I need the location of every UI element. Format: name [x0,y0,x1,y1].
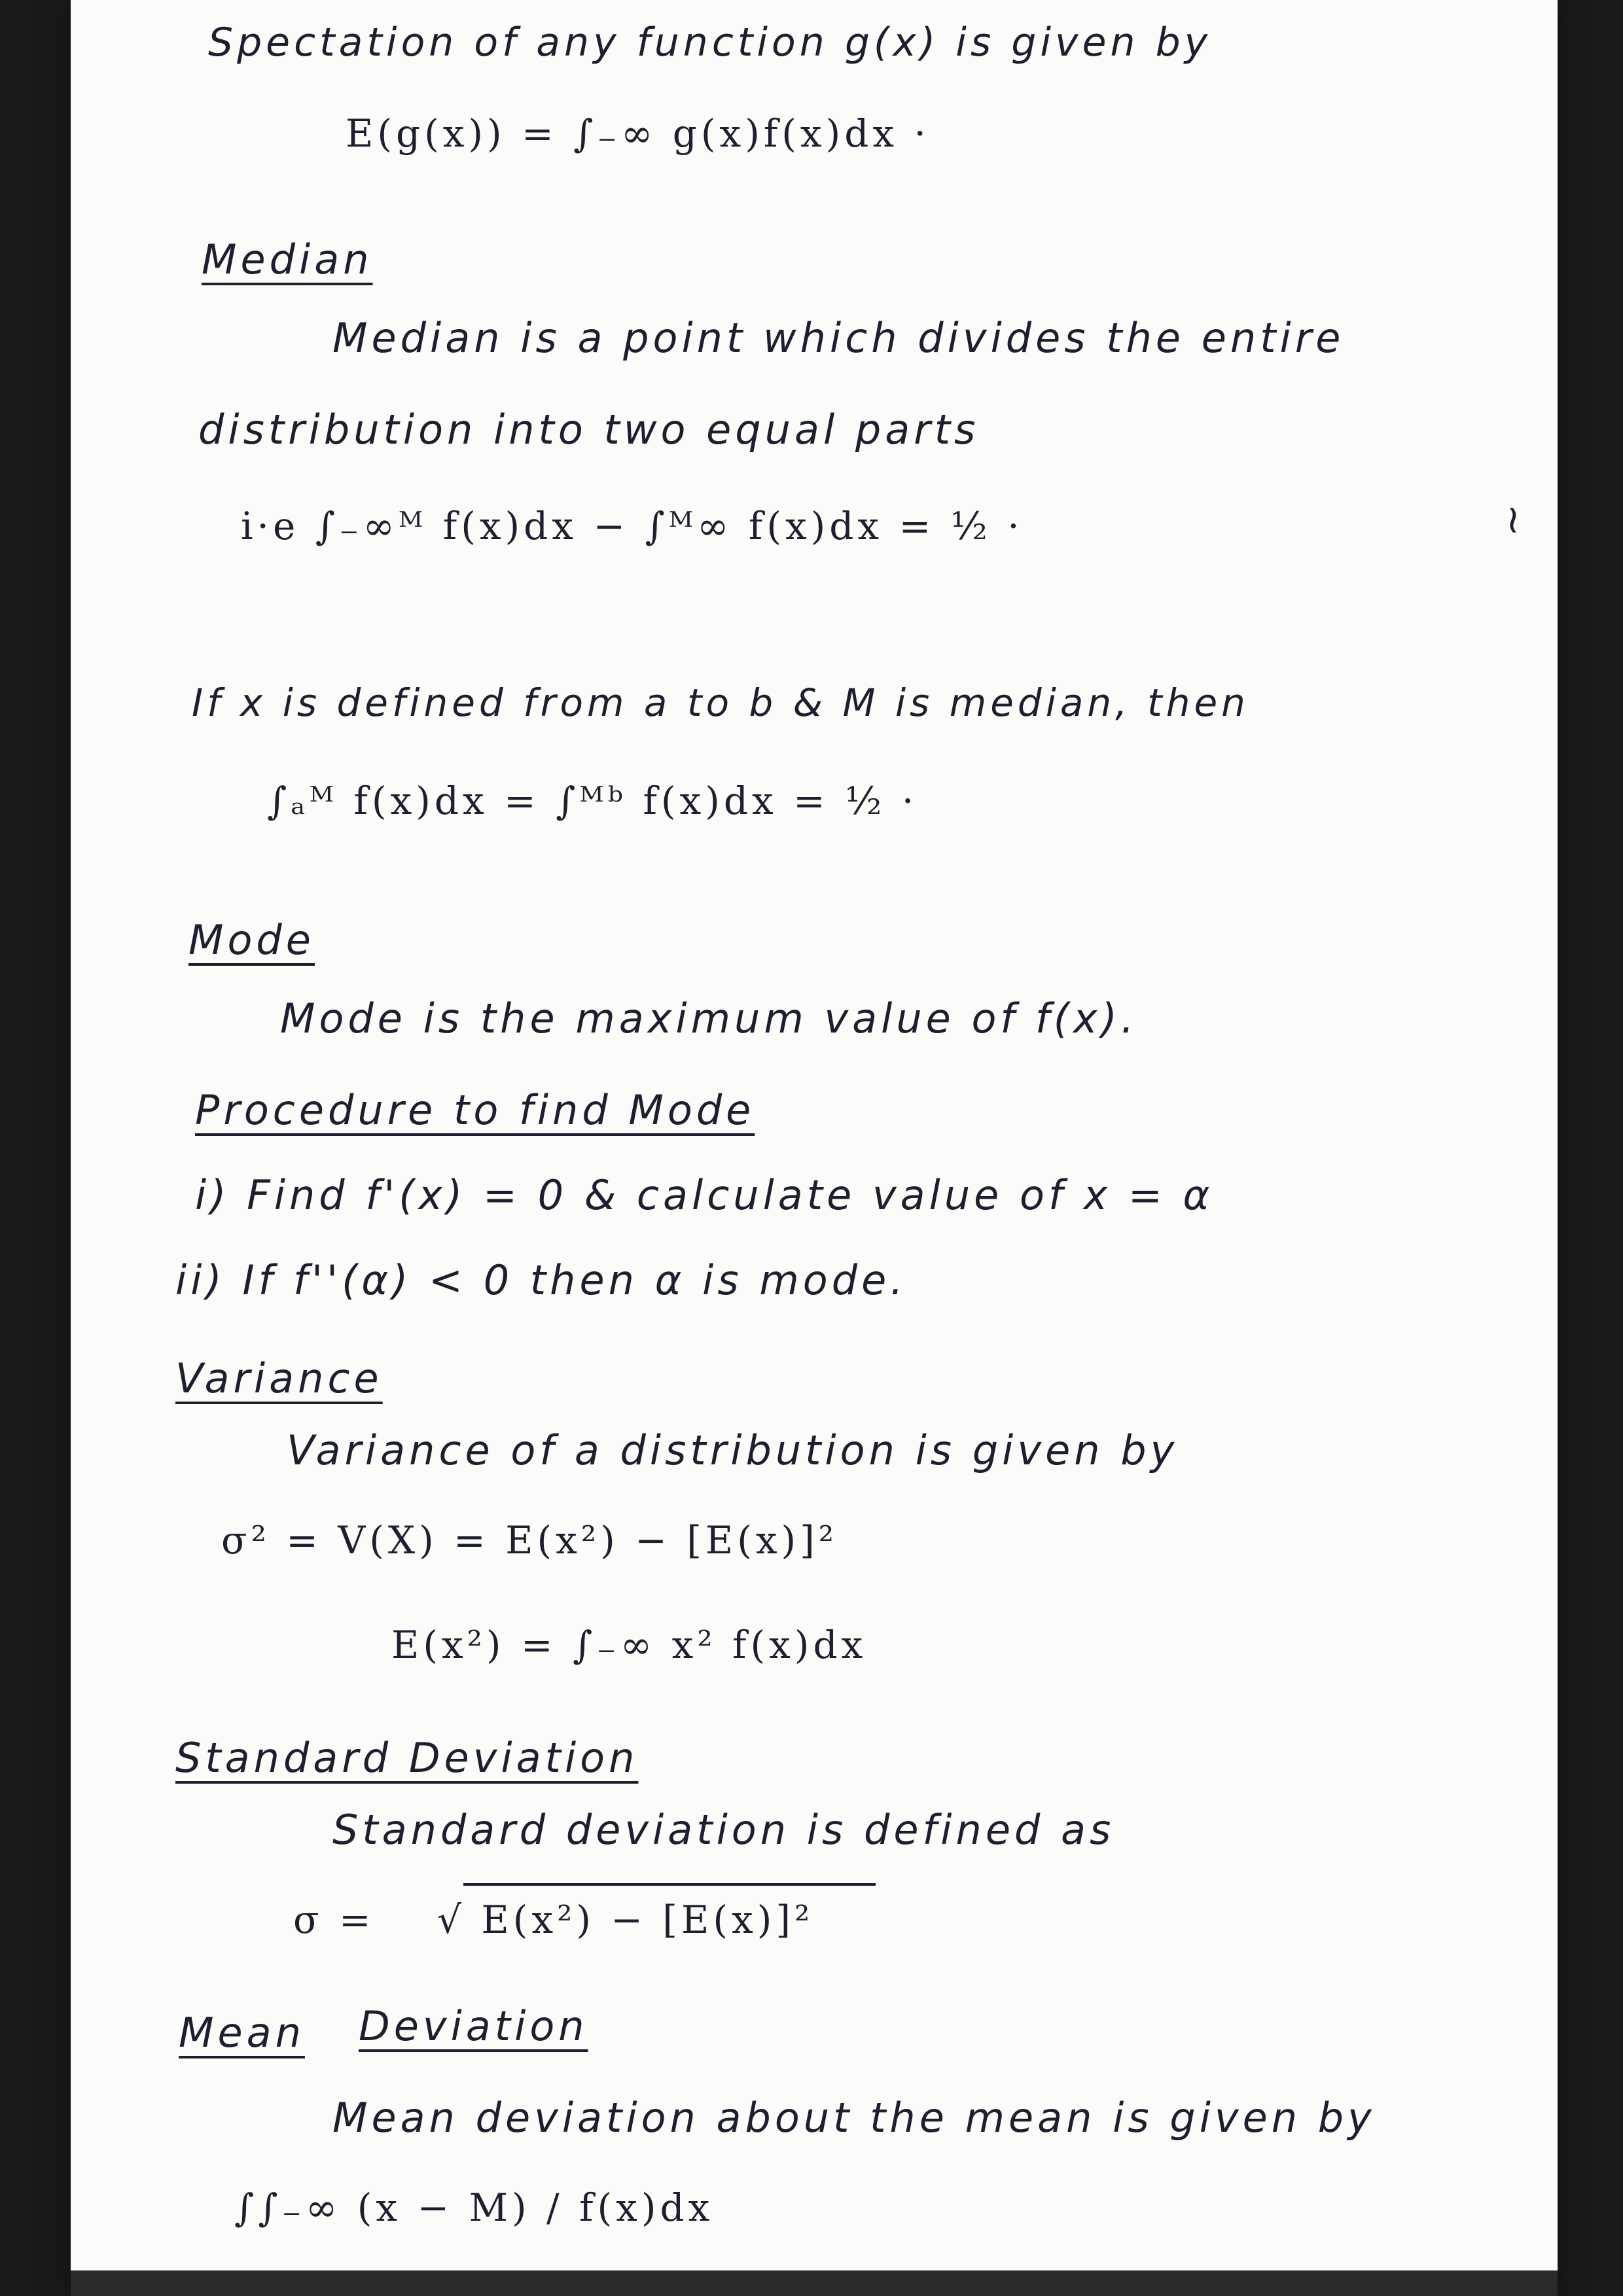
median-range-text: If x is defined from a to b & M is median, then [192,680,1249,725]
sd-formula-lhs: σ = [293,1898,375,1942]
heading-mean-deviation-a: Mean [179,2009,305,2057]
mean-deviation-formula: ∫∫₋∞ (x − M) / f(x)dx [234,2185,714,2230]
mode-definition: Mode is the maximum value of f(x). [280,995,1138,1042]
procedure-step-2: ii) If f''(α) < 0 then α is mode. [175,1256,907,1304]
expectation-intro: Spectation of any function g(x) is given by [208,20,1212,65]
variance-formula: σ² = V(X) = E(x²) − [E(x)]² [221,1518,838,1563]
sd-formula: √ E(x²) − [E(x)]² [437,1898,814,1942]
heading-standard-deviation: Standard Deviation [175,1734,639,1782]
variance-definition: Variance of a distribution is given by [287,1426,1179,1474]
expectation-formula: E(g(x)) = ∫₋∞ g(x)f(x)dx · [346,111,930,156]
notebook-page [71,0,1558,2296]
median-equation: i·e ∫₋∞ᴹ f(x)dx − ∫ᴹ∞ f(x)dx = ½ · [241,504,1024,548]
heading-mean-deviation-b: Deviation [359,2002,588,2050]
median-definition-2: distribution into two equal parts [198,406,980,453]
median-equation-ab: ∫ₐᴹ f(x)dx = ∫ᴹᵇ f(x)dx = ½ · [267,779,918,823]
heading-median: Median [202,236,373,283]
sqrt-overline [463,1883,876,1886]
heading-variance: Variance [175,1354,383,1402]
heading-procedure: Procedure to find Mode [195,1086,755,1134]
variance-ex2-formula: E(x²) = ∫₋∞ x² f(x)dx [391,1623,867,1667]
heading-mode: Mode [188,916,315,964]
margin-scribble: ~ [1491,503,1537,537]
mean-deviation-definition: Mean deviation about the mean is given by [332,2094,1376,2142]
sd-definition: Standard deviation is defined as [332,1806,1115,1854]
procedure-step-1: i) Find f'(x) = 0 & calculate value of x = α [195,1171,1214,1219]
median-definition-1: Median is a point which divides the entire [332,314,1345,362]
bottom-edge [71,2270,1558,2296]
